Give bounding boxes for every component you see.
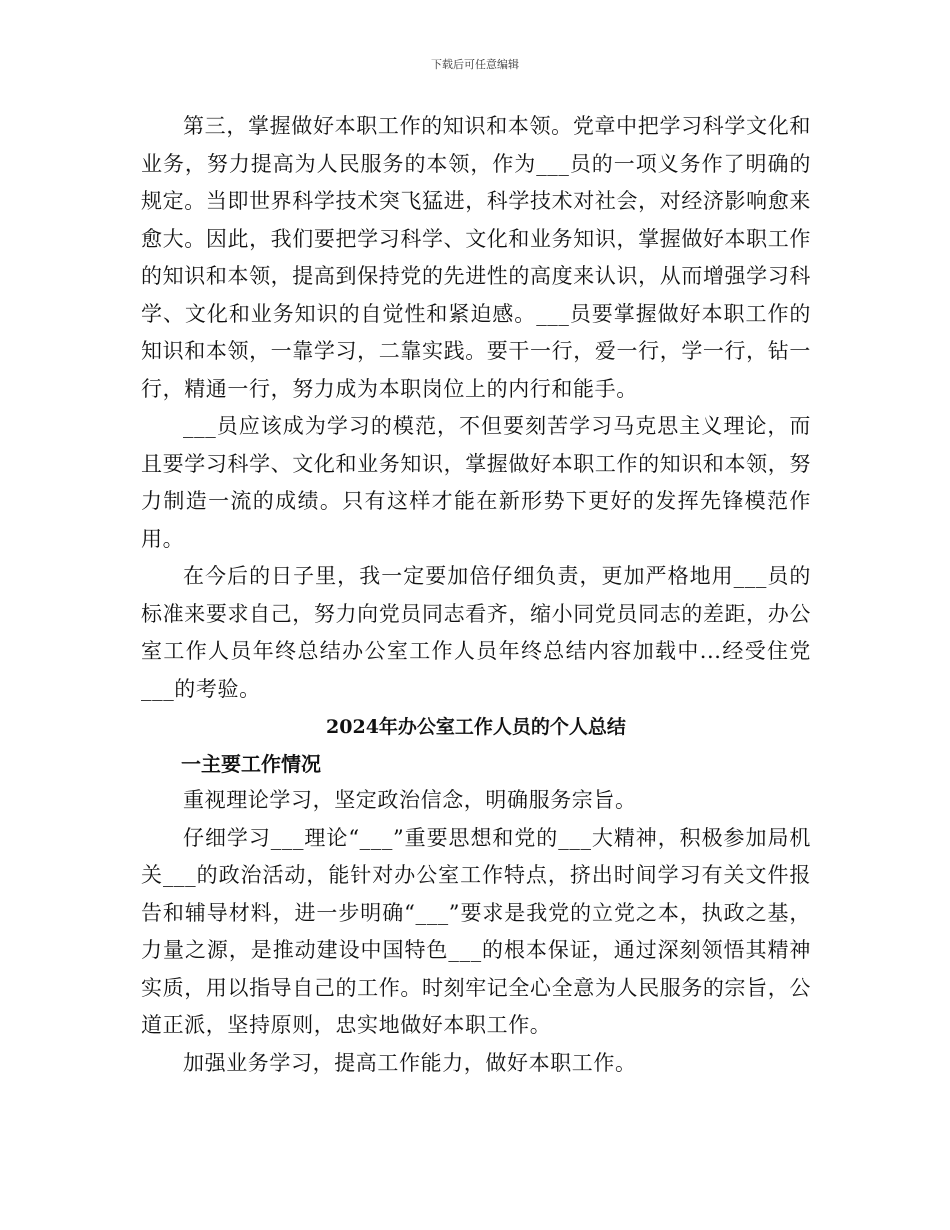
section-heading: 一主要工作情况 <box>181 752 321 776</box>
header-note: 下载后可任意编辑 <box>431 58 519 71</box>
document-body <box>141 108 811 1082</box>
paragraph-study-details: 仔细学习___理论“___”重要思想和党的___大精神，积极参加局机关___的政治活动，能针对办公室工作特点，挤出时间学习有关文件报告和辅导材料，进一步明确“___”要求是我党的立党之本，执政之基，力量之源，是推动建设中国特色___的根本保证，通过深刻领悟其精神实质，用以指导自己的工作。时刻牢记全心全意为人民服务的宗旨，公道正派，坚持原则，忠实地做好本职工作。 <box>141 825 811 1037</box>
paragraph-knowledge-skills: 第三，掌握做好本职工作的知识和本领。党章中把学习科学文化和业务，努力提高为人民服务的本领，作为___员的一项义务作了明确的规定。当即世界科学技术突飞猛进，科学技术对社会，对经济影响愈来愈大。因此，我们要把学习科学、文化和业务知识，掌握做好本职工作的知识和本领，提高到保持党的先进性的高度来认识，从而增强学习科学、文化和业务知识的自觉性和紧迫感。___员要掌握做好本职工作的知识和本领，一靠学习，二靠实践。要干一行，爱一行，学一行，钻一行，精通一行，努力成为本职岗位上的内行和能手。 <box>141 114 811 401</box>
paragraph-theory-study: 重视理论学习，坚定政治信念，明确服务宗旨。 <box>183 788 637 812</box>
paragraph-learning-model: ___员应该成为学习的模范，不但要刻苦学习马克思主义理论，而且要学习科学、文化和业务知识，掌握做好本职工作的知识和本领，努力制造一流的成绩。只有这样才能在新形势下更好的发挥先锋模范作用。 <box>141 414 811 551</box>
paragraph-future-commitment: 在今后的日子里，我一定要加倍仔细负责，更加严格地用___员的标准来要求自己，努力向党员同志看齐，缩小同党员同志的差距，办公室工作人员年终总结办公室工作人员年终总结内容加载中...经受住党___的考验。 <box>141 564 811 701</box>
document-title: 2024年办公室工作人员的个人总结 <box>326 716 626 738</box>
paragraph-business-study: 加强业务学习，提高工作能力，做好本职工作。 <box>183 1050 637 1075</box>
